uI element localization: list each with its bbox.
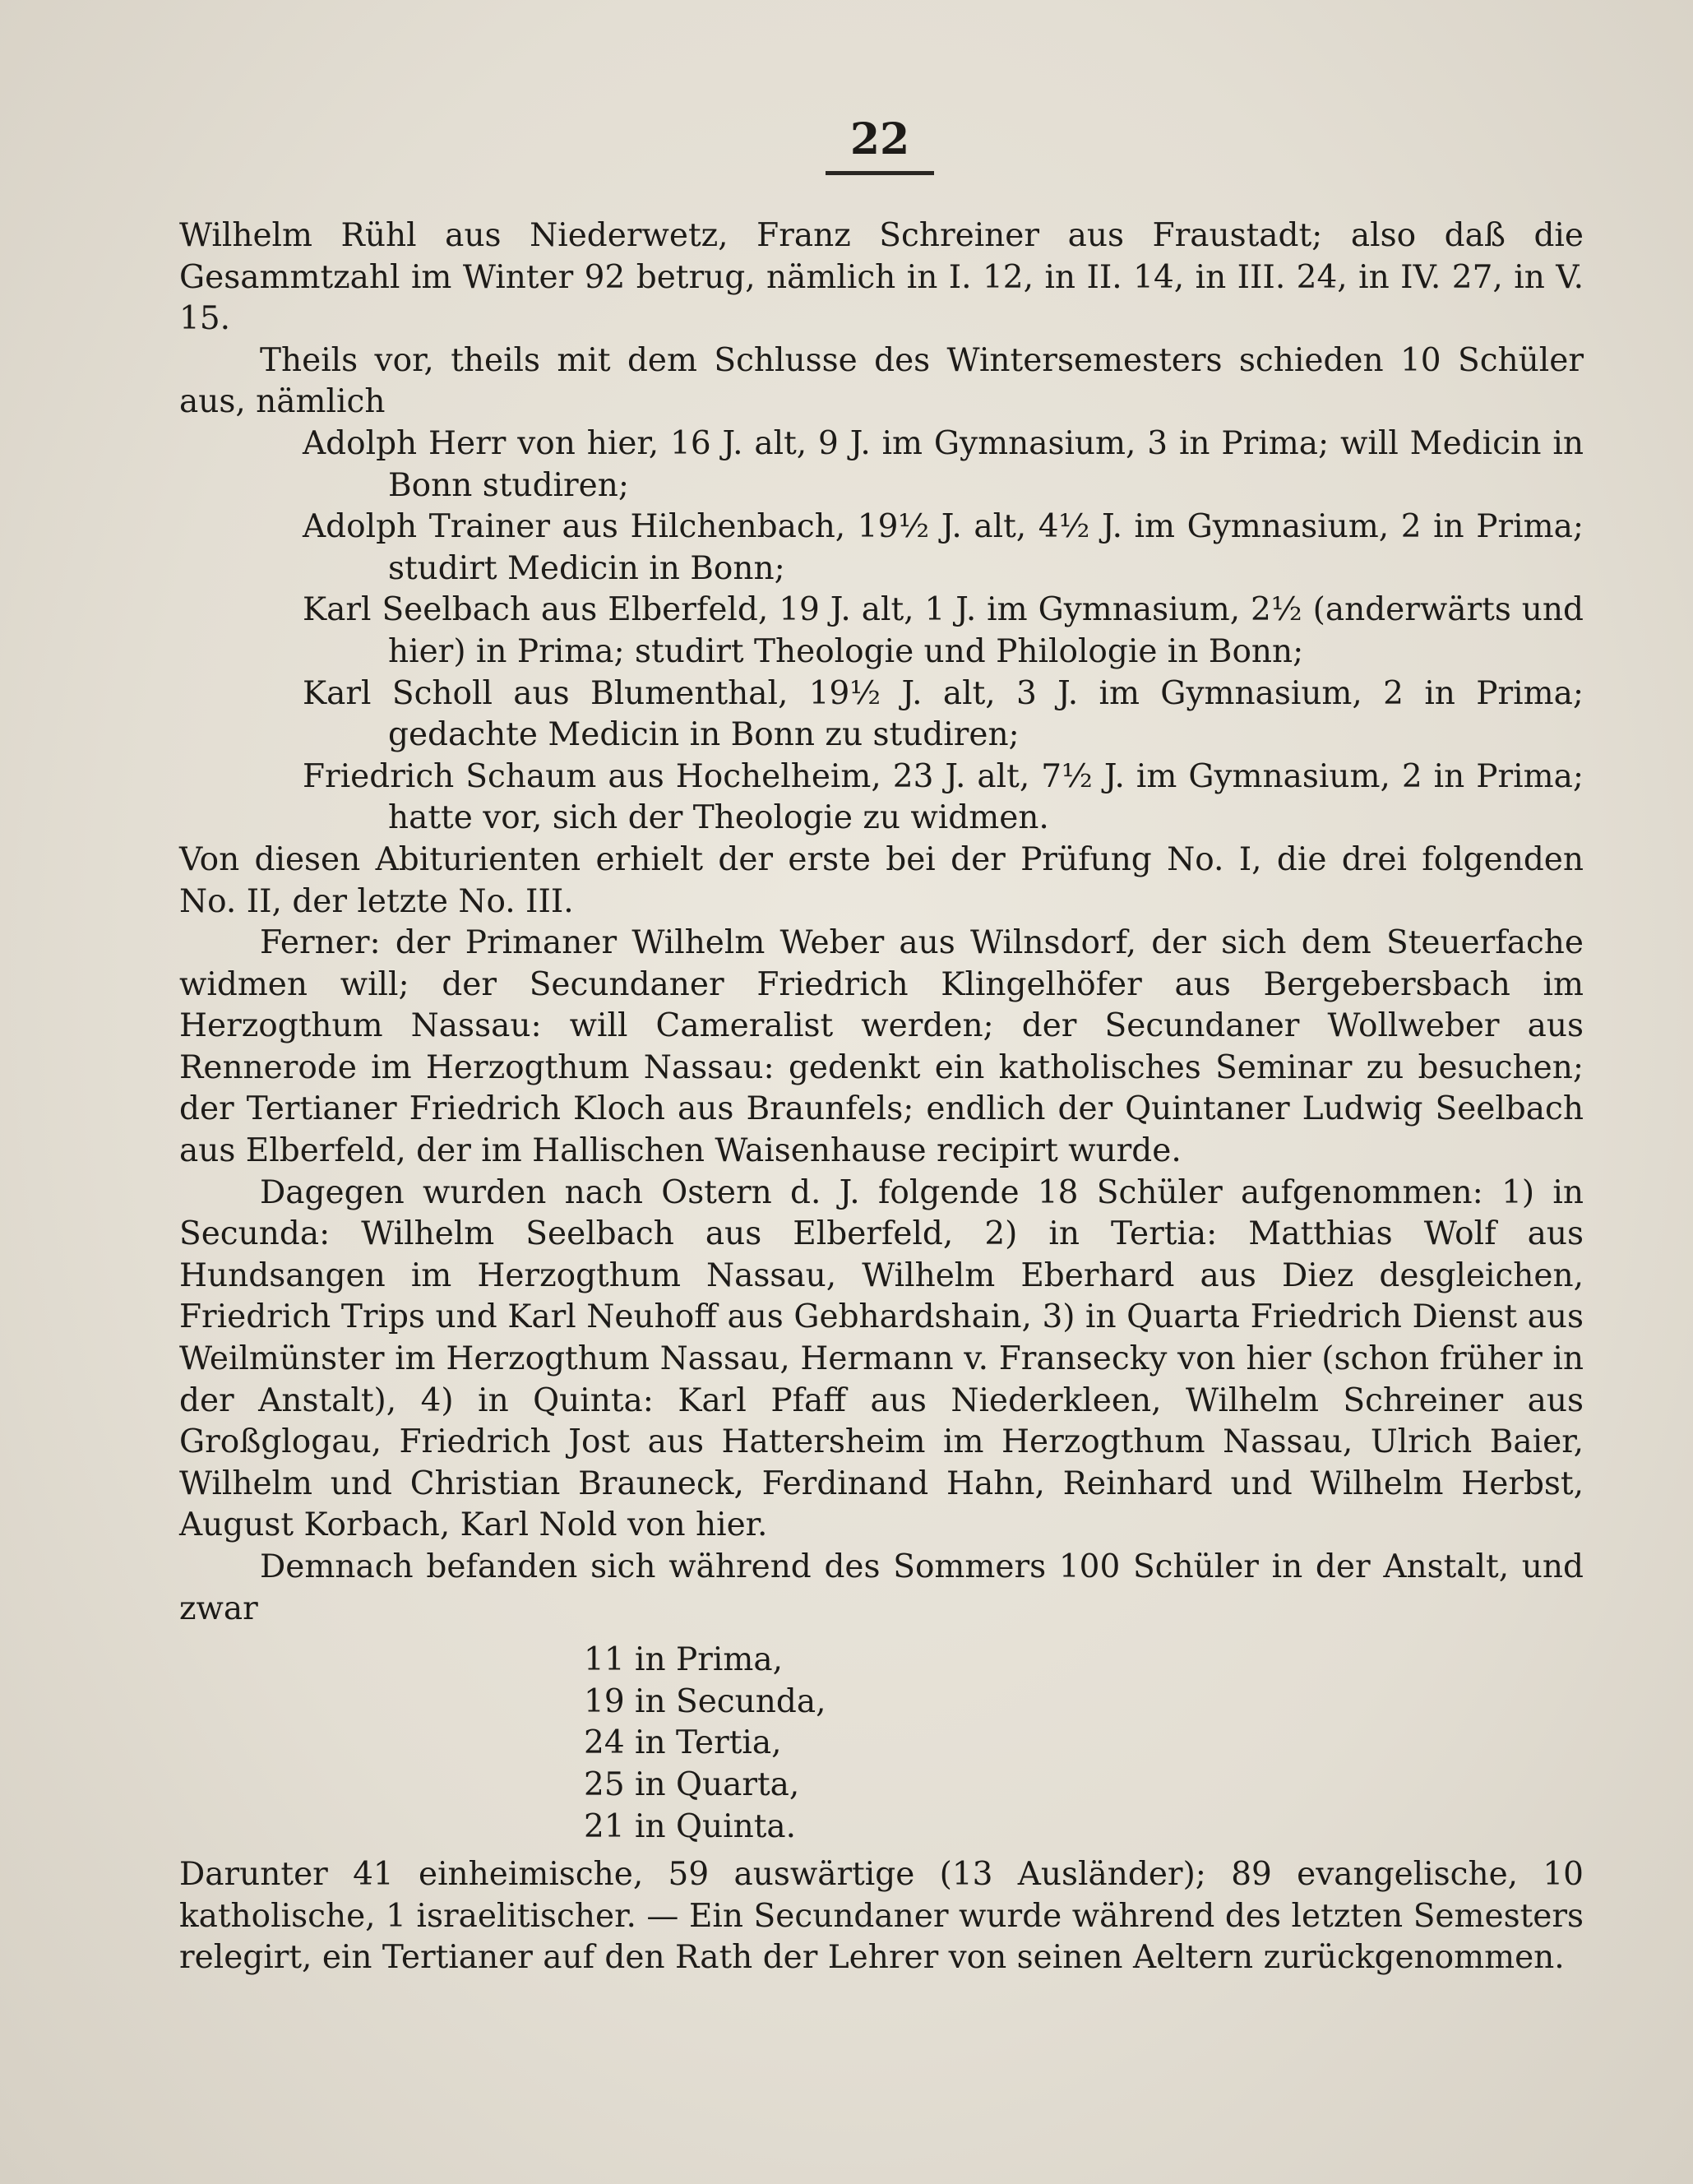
class-count-item: 21 in Quinta. (584, 1807, 797, 1845)
paragraph-departures-intro: Theils vor, theils mit dem Schlusse des Wintersemesters schieden 10 Schüler aus, nämlich (179, 341, 1584, 421)
paragraph-admissions: Dagegen wurden nach Ostern d. J. folgende 18 Schüler aufgenommen: 1) in Secunda: Wilhelm Seelbach aus Elberfeld, 2) in Tertia: Matthias Wolf aus Hundsangen im Herzogthum Nassau, Wilhelm Eberhard aus Diez desgleichen, Friedrich Trips und Karl Neuhoff aus Gebhardshain, 3) in Quarta Friedrich Dienst aus Weilmünster im Herzogthum Nassau, Hermann v. Fransecky von hier (schon früher in der Anstalt), 4) in Quinta: Karl Pfaff aus Niederkleen, Wilhelm Schreiner aus Großglogau, Friedrich Jost aus Hattersheim im Herzogthum Nassau, Ulrich Baier, Wilhelm und Christian Brauneck, Ferdinand Hahn, Reinhard und Wilhelm Herbst, August Korbach, Karl Nold von hier. (179, 1173, 1584, 1544)
class-count-list (584, 1640, 1584, 1848)
graduate-entry: Karl Seelbach aus Elberfeld, 19 J. alt, 1 J. im Gymnasium, 2½ (anderwärts und hier) in Prima; studirt Theologie und Philologie in Bonn; (303, 591, 1584, 670)
page-number: 22 (849, 114, 910, 164)
page-number-underline (826, 171, 934, 175)
paragraph-intro: Wilhelm Rühl aus Niederwetz, Franz Schreiner aus Fraustadt; also daß die Gesammtzahl im Winter 92 betrug, nämlich in I. 12, in II. 14, in III. 24, in IV. 27, in V. 15. (179, 217, 1584, 338)
class-count-item: 11 in Prima, (584, 1641, 783, 1679)
graduate-entry: Friedrich Schaum aus Hochelheim, 23 J. alt, 7½ J. im Gymnasium, 2 in Prima; hatte vor, sich der Theologie zu widmen. (303, 757, 1584, 837)
graduate-list (303, 423, 1584, 840)
body-text (179, 215, 1584, 1979)
graduate-entry: Adolph Herr von hier, 16 J. alt, 9 J. im Gymnasium, 3 in Prima; will Medicin in Bonn studiren; (303, 424, 1584, 504)
paragraph-summer-total: Demnach befanden sich während des Sommers 100 Schüler in der Anstalt, und zwar (179, 1548, 1584, 1627)
paragraph-closing: Darunter 41 einheimische, 59 auswärtige (13 Ausländer); 89 evangelische, 10 katholische, 1 israelitischer. — Ein Secundaner wurde während des letzten Semesters relegirt, ein Tertianer auf den Rath der Lehrer von seinen Aeltern zurückgenommen. (179, 1856, 1584, 1977)
class-count-item: 24 in Tertia, (584, 1724, 782, 1762)
class-count-item: 19 in Secunda, (584, 1682, 826, 1720)
graduate-entry: Adolph Trainer aus Hilchenbach, 19½ J. alt, 4½ J. im Gymnasium, 2 in Prima; studirt Medicin in Bonn; (303, 508, 1584, 587)
class-count-item: 25 in Quarta, (584, 1765, 800, 1803)
paragraph-exam-results: Von diesen Abiturienten erhielt der erste bei der Prüfung No. I, die drei folgenden No. II, der letzte No. III. (179, 840, 1584, 920)
paragraph-further: Ferner: der Primaner Wilhelm Weber aus Wilnsdorf, der sich dem Steuerfache widmen will; der Secundaner Friedrich Klingelhöfer aus Bergebersbach im Herzogthum Nassau: will Cameralist werden; der Secundaner Wollweber aus Rennerode im Herzogthum Nassau: gedenkt ein katholisches Seminar zu besuchen; der Tertianer Friedrich Kloch aus Braunfels; endlich der Quintaner Ludwig Seelbach aus Elberfeld, der im Hallischen Waisenhause recipirt wurde. (179, 924, 1584, 1170)
graduate-entry: Karl Scholl aus Blumenthal, 19½ J. alt, 3 J. im Gymnasium, 2 in Prima; gedachte Medicin in Bonn zu studiren; (303, 674, 1584, 754)
